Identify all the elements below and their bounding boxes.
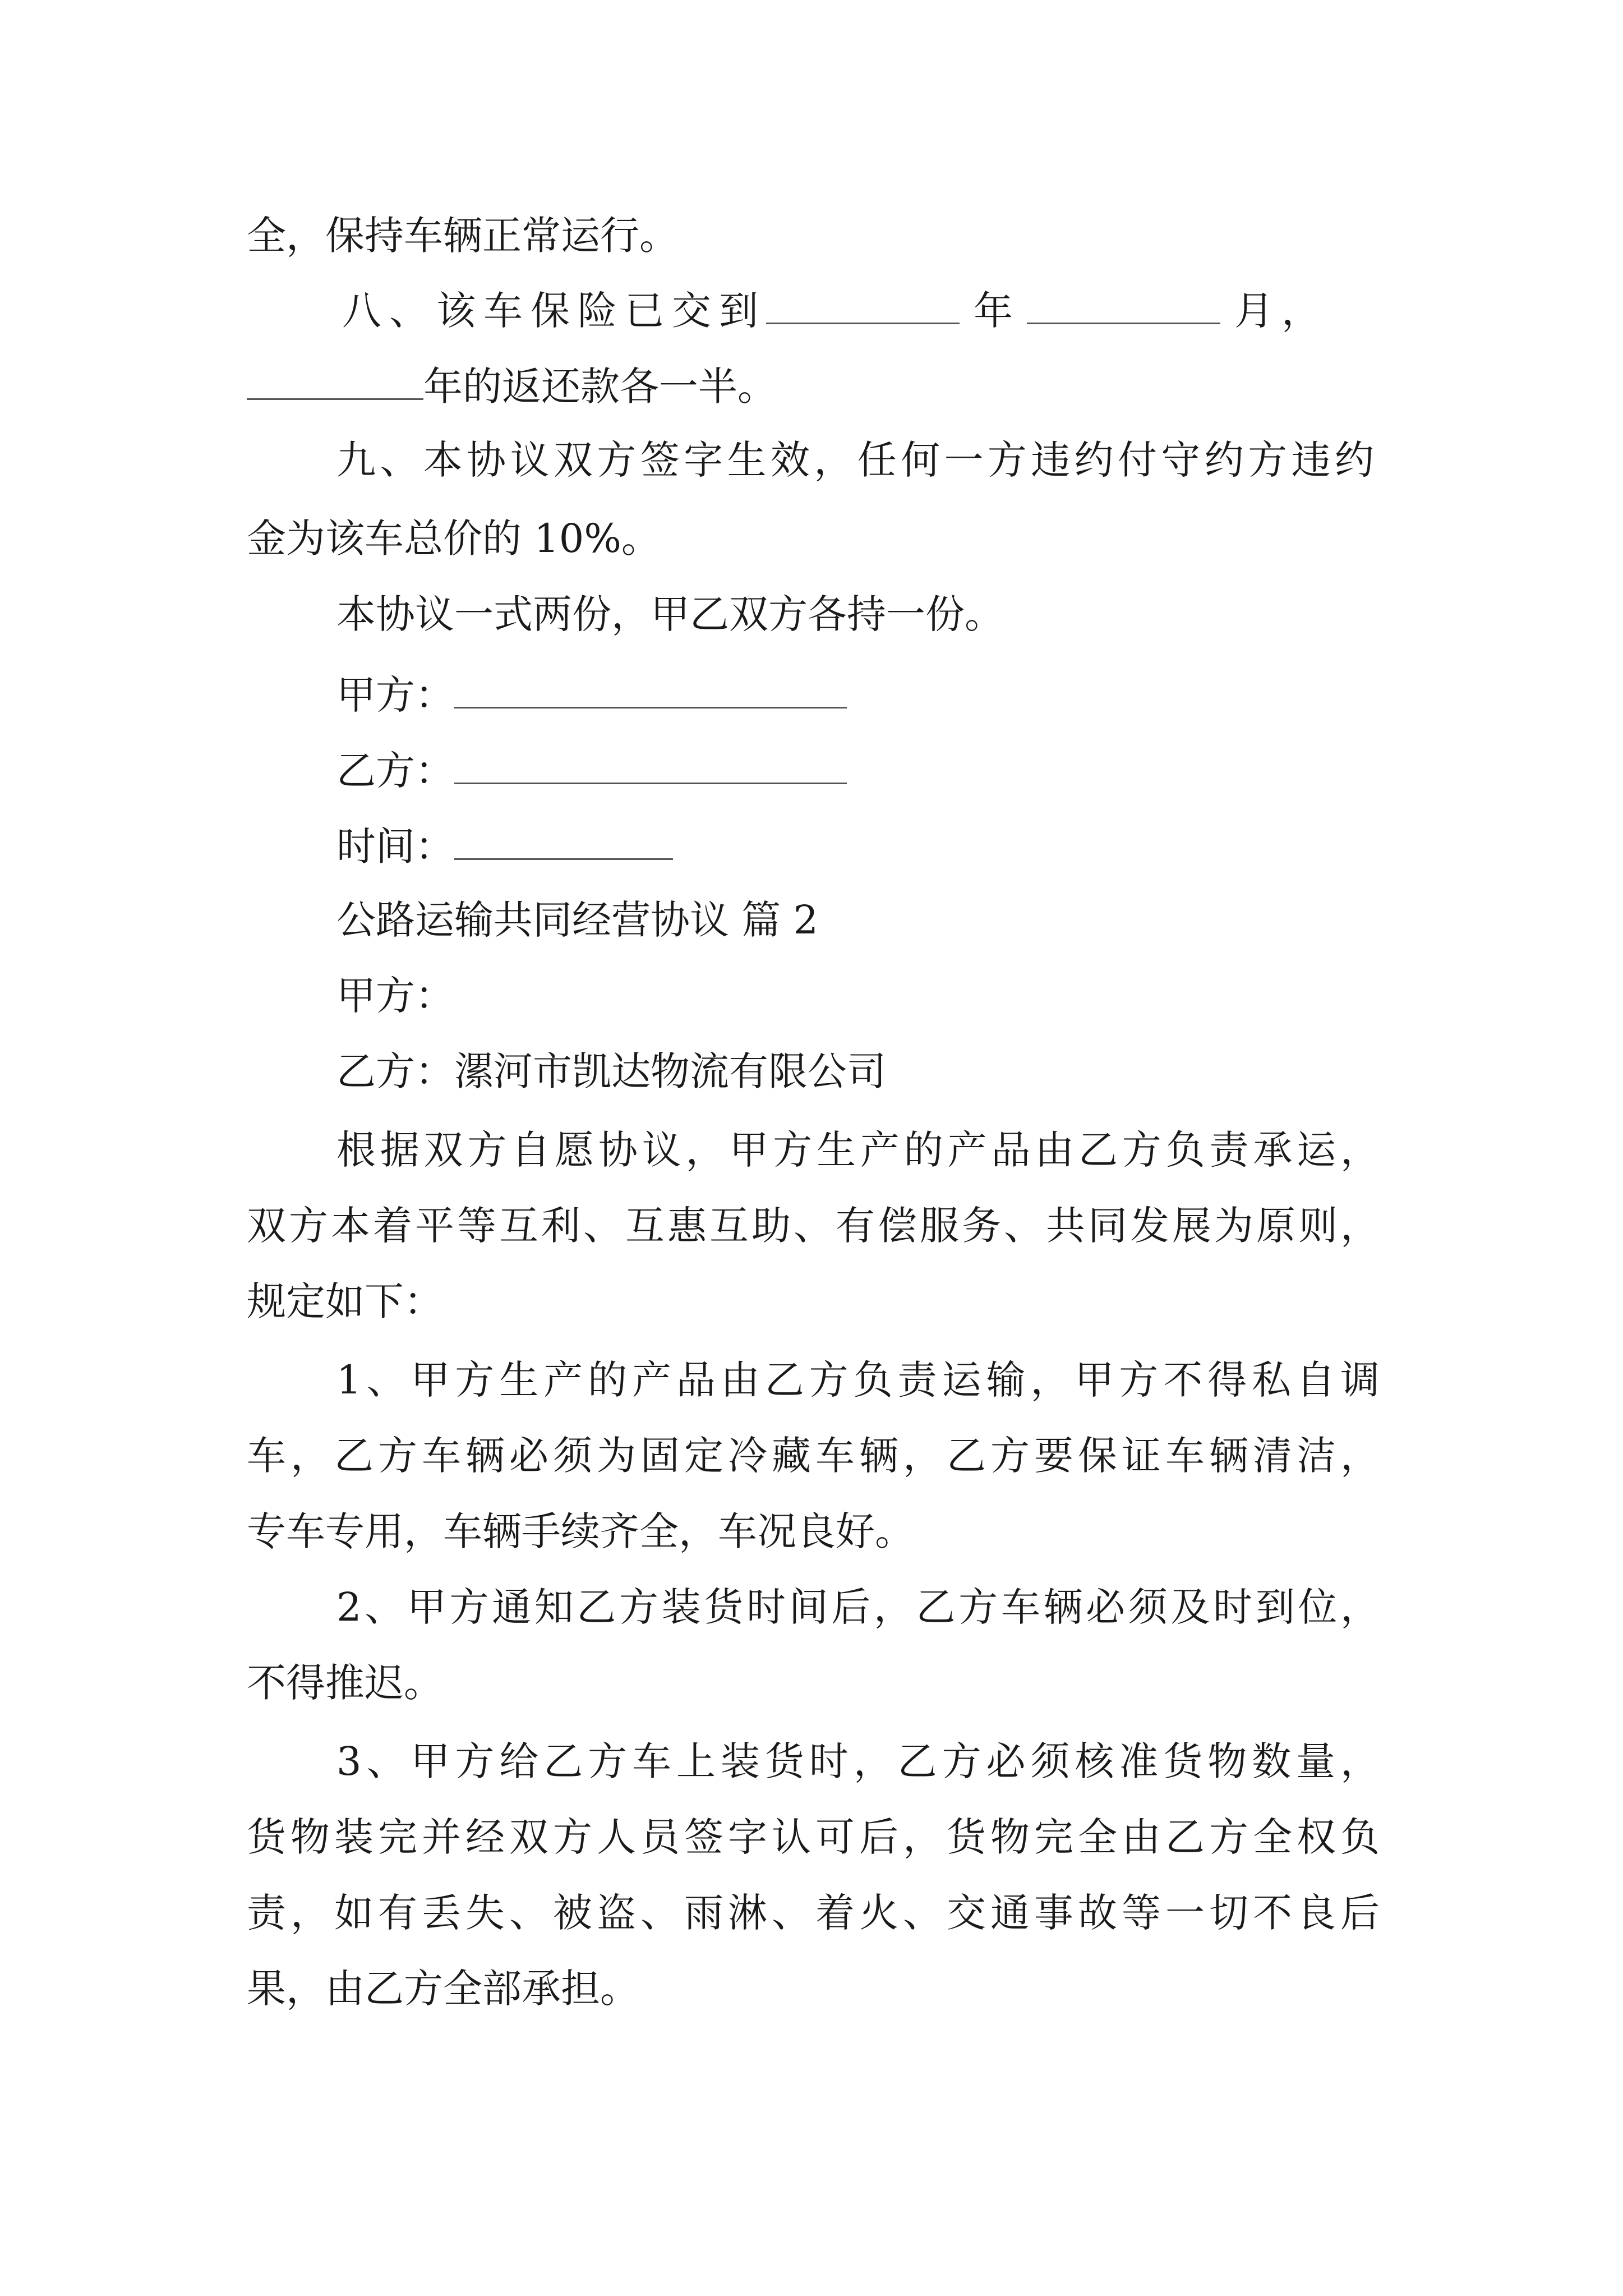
- paragraph-line: 金为该车总价的 10%。: [247, 516, 661, 562]
- blank-field: [247, 359, 423, 400]
- paragraph-line: 九、本协议双方签字生效，任何一方违约付守约方违约: [336, 437, 1374, 483]
- paragraph-line: 货物装完并经双方人员签字认可后，货物完全由乙方全权负: [247, 1814, 1380, 1860]
- blank-field: [1027, 283, 1220, 324]
- paragraph-line: 车，乙方车辆必须为固定冷藏车辆，乙方要保证车辆清洁，: [247, 1433, 1380, 1479]
- paragraph-line: [247, 359, 777, 412]
- paragraph-line: 果，由乙方全部承担。: [247, 1966, 639, 2012]
- signature-line-party-a: [336, 668, 847, 720]
- paragraph-line: 根据双方自愿协议，甲方生产的产品由乙方负责承运，: [336, 1127, 1380, 1173]
- paragraph-line: 不得推迟。: [247, 1660, 443, 1706]
- line-text: 乙方：: [336, 748, 454, 794]
- paragraph-line: 规定如下：: [247, 1278, 443, 1324]
- blank-field: [766, 283, 960, 324]
- paragraph-line: 责，如有丢失、被盗、雨淋、着火、交通事故等一切不良后: [247, 1890, 1380, 1936]
- paragraph-line: 本协议一式两份，甲乙双方各持一份。: [336, 591, 1004, 637]
- paragraph-line: 2、甲方通知乙方装货时间后，乙方车辆必须及时到位，: [336, 1584, 1380, 1630]
- signature-line-party-b: [336, 743, 847, 796]
- line-text: 年: [974, 288, 1013, 334]
- line-text: 全，保持车辆正常运行。: [247, 213, 679, 259]
- blank-field: [454, 819, 673, 860]
- paragraph-line-insurance: [342, 283, 1329, 336]
- line-text: 年的返还款各一半。: [423, 364, 777, 409]
- paragraph-line: 甲方：: [336, 973, 454, 1019]
- paragraph-line: 1、甲方生产的产品由乙方负责运输，甲方不得私自调: [336, 1357, 1380, 1403]
- line-text: 月，: [1234, 288, 1329, 334]
- paragraph-line: [247, 210, 679, 261]
- line-text: 甲方：: [336, 672, 454, 718]
- blank-field: [454, 668, 847, 708]
- paragraph-line: 乙方：漯河市凯达物流有限公司: [336, 1048, 886, 1094]
- paragraph-line: 双方本着平等互利、互惠互助、有偿服务、共同发展为原则，: [247, 1203, 1380, 1249]
- blank-field: [454, 743, 847, 784]
- paragraph-line: 专车专用，车辆手续齐全，车况良好。: [247, 1508, 914, 1554]
- line-text: 时间：: [336, 823, 454, 869]
- line-text: 八、该车保险已交到: [342, 288, 766, 334]
- paragraph-line: 3、甲方给乙方车上装货时，乙方必须核准货物数量，: [336, 1738, 1380, 1784]
- section-title: 公路运输共同经营协议 篇 2: [336, 897, 819, 943]
- date-line: [336, 819, 673, 872]
